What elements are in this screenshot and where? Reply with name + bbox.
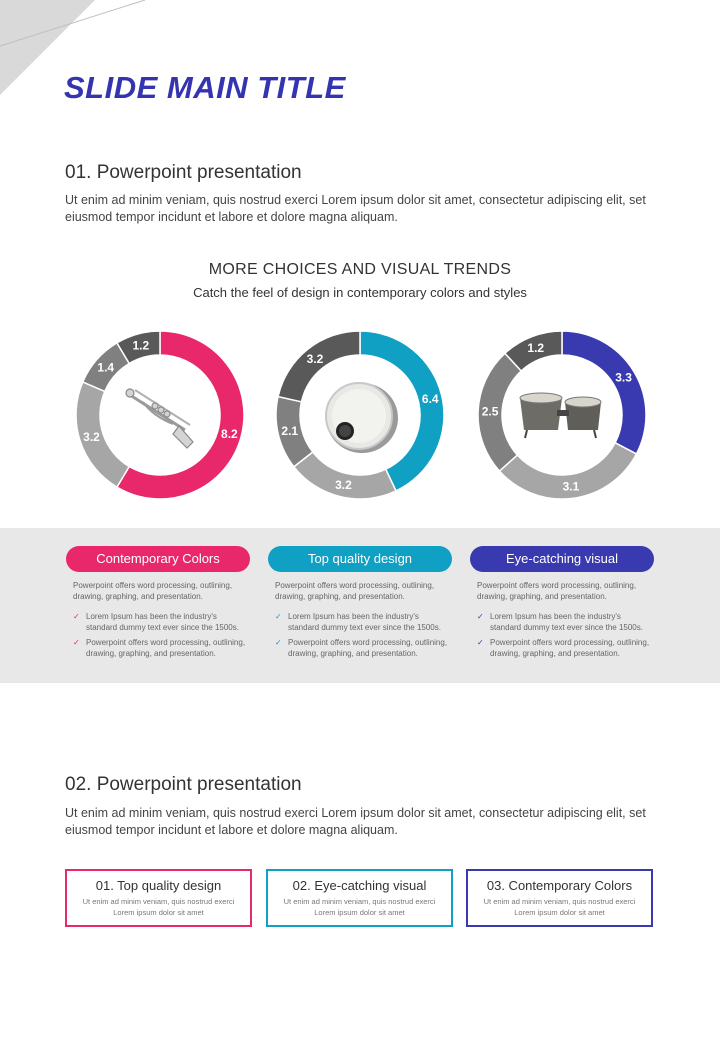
- section1-heading: 01. Powerpoint presentation: [65, 162, 302, 183]
- bullet-text: Lorem Ipsum has been the industry's standard dummy text ever since the 1500s.: [490, 612, 643, 632]
- list-item: [275, 637, 452, 659]
- bullet-text: Powerpoint offers word processing, outlining, drawing, graphing, and presentation.: [288, 638, 448, 658]
- bass-drum-image: [275, 330, 445, 500]
- donut-label-3: 1.2: [132, 338, 150, 353]
- box-text: Ut enim ad minim veniam, quis nostrud exerci Lorem ipsum dolor sit amet: [483, 897, 636, 917]
- trends-subtitle: Catch the feel of design in contemporary colors and styles: [193, 285, 527, 300]
- check-icon: ✓: [477, 612, 484, 621]
- trumpet-image: [75, 330, 245, 500]
- column-bullet-list: [73, 611, 250, 659]
- check-icon: ✓: [275, 638, 282, 647]
- donut-label-0: 3.3: [615, 370, 632, 385]
- info-box-contemporary-colors: [466, 869, 653, 927]
- list-item: [477, 611, 654, 633]
- info-box-top-quality-design: [65, 869, 252, 927]
- donut-label-0: 8.2: [221, 427, 238, 442]
- section2-text: Ut enim ad minim veniam, quis nostrud exerci Lorem ipsum dolor sit amet, consectetur adipiscing elit, set eiusmod tempor incidunt et labore et dolore magna aliquam.: [65, 806, 646, 837]
- donut-label-1: 3.1: [562, 479, 580, 494]
- feature-column-top-quality-design: [268, 546, 452, 663]
- donut-label-2: 2.5: [481, 404, 499, 419]
- bullet-text: Lorem Ipsum has been the industry's standard dummy text ever since the 1500s.: [86, 612, 239, 632]
- bullet-text: Powerpoint offers word processing, outlining, drawing, graphing, and presentation.: [490, 638, 650, 658]
- column-title-pill: Eye-catching visual: [470, 546, 654, 572]
- check-icon: ✓: [275, 612, 282, 621]
- donut-label-3: 3.2: [306, 351, 324, 366]
- trends-title: MORE CHOICES AND VISUAL TRENDS: [208, 261, 512, 278]
- slide-main-title: SLIDE MAIN TITLE: [64, 70, 346, 105]
- donut-label-2: 1.4: [97, 360, 115, 375]
- feature-column-contemporary-colors: [66, 546, 250, 663]
- donut-label-3: 1.2: [527, 340, 545, 355]
- check-icon: ✓: [477, 638, 484, 647]
- column-text: Powerpoint offers word processing, outlining, drawing, graphing, and presentation.: [275, 581, 435, 601]
- box-title: 01. Top quality design: [95, 878, 222, 893]
- bongo-drums-image: [477, 330, 647, 500]
- column-title-pill: Top quality design: [268, 546, 452, 572]
- section1-text: Ut enim ad minim veniam, quis nostrud exerci Lorem ipsum dolor sit amet, consectetur adipiscing elit, set eiusmod tempor incidunt et labore et dolore magna aliquam.: [65, 193, 646, 224]
- donut-chart-trumpet: [75, 330, 245, 500]
- donut-label-1: 3.2: [335, 478, 352, 493]
- check-icon: ✓: [73, 612, 80, 621]
- check-icon: ✓: [73, 638, 80, 647]
- box-text: Ut enim ad minim veniam, quis nostrud exerci Lorem ipsum dolor sit amet: [82, 897, 235, 917]
- list-item: [275, 611, 452, 633]
- box-title: 02. Eye-catching visual: [292, 878, 427, 893]
- donut-label-2: 2.1: [281, 423, 299, 438]
- donut-label-0: 6.4: [421, 392, 439, 407]
- box-title: 03. Contemporary Colors: [486, 878, 633, 893]
- list-item: [73, 637, 250, 659]
- column-text: Powerpoint offers word processing, outlining, drawing, graphing, and presentation.: [477, 581, 637, 601]
- bullet-text: Powerpoint offers word processing, outlining, drawing, graphing, and presentation.: [86, 638, 246, 658]
- column-title-pill: Contemporary Colors: [66, 546, 250, 572]
- column-bullet-list: [477, 611, 654, 659]
- list-item: [73, 611, 250, 633]
- feature-column-eye-catching-visual: [470, 546, 654, 663]
- donut-label-1: 3.2: [83, 430, 100, 445]
- box-text: Ut enim ad minim veniam, quis nostrud exerci Lorem ipsum dolor sit amet: [283, 897, 436, 917]
- column-text: Powerpoint offers word processing, outlining, drawing, graphing, and presentation.: [73, 581, 233, 601]
- bullet-text: Lorem Ipsum has been the industry's standard dummy text ever since the 1500s.: [288, 612, 441, 632]
- list-item: [477, 637, 654, 659]
- donut-chart-bass-drum: [275, 330, 445, 500]
- column-bullet-list: [275, 611, 452, 659]
- donut-chart-bongo-drums: [477, 330, 647, 500]
- section2-heading: 02. Powerpoint presentation: [65, 774, 302, 795]
- info-box-eye-catching-visual: [266, 869, 453, 927]
